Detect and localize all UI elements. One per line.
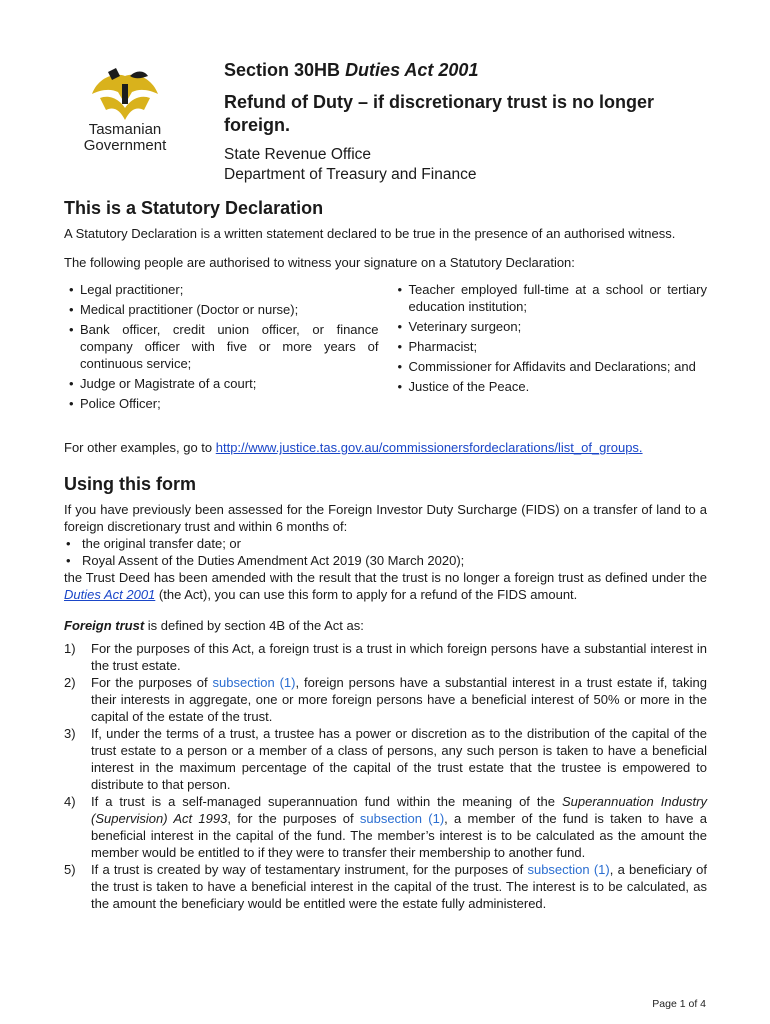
para-text: is defined by section 4B of the Act as:: [144, 618, 364, 633]
definition-text: , for the purposes of: [227, 811, 360, 826]
list-item: • Commissioner for Affidavits and Declarations; and: [393, 358, 708, 375]
act-name: Duties Act 2001: [345, 60, 479, 80]
definition-text: For the purposes of: [91, 675, 213, 690]
definition-text: , a beneficiary of the trust is taken to have a beneficial interest in the capital of the trust. The interest is to be calculated, as the amount the beneficiary would be entitled were the estate fully administered.: [91, 862, 708, 911]
section-reference: [224, 60, 684, 81]
item-number: 5): [64, 862, 76, 877]
subsection-1-link[interactable]: subsection (1): [527, 862, 610, 877]
definition-item: [64, 861, 707, 912]
using-para-2: [64, 569, 707, 603]
definition-text: If a trust is a self-managed superannuation fund within the meaning of the: [91, 794, 562, 809]
tasmanian-tiger-emblem-icon: [70, 64, 180, 124]
definition-text: If a trust is created by way of testamentary instrument, for the purposes of: [91, 862, 528, 877]
examples-line: [64, 439, 707, 456]
witness-list-left: [64, 281, 379, 415]
witness-intro: The following people are authorised to witness your signature on a Statutory Declaration:: [64, 255, 575, 270]
using-para-1: If you have previously been assessed for the Foreign Investor Duty Surcharge (FIDS) on a transfer of land to a foreign discretionary trust and within 6 months of:: [64, 502, 707, 534]
logo-line-1: Tasmanian: [88, 121, 162, 138]
item-number: 4): [64, 794, 76, 809]
justice-examples-link[interactable]: http://www.justice.tas.gov.au/commissionersfordeclarations/list_of_groups.: [215, 440, 643, 455]
definition-item: [64, 640, 707, 674]
definition-text: For the purposes of this Act, a foreign trust is a trust in which foreign persons have a substantial interest in the trust estate.: [91, 641, 707, 673]
list-item: • Royal Assent of the Duties Amendment Act 2019 (30 March 2020);: [64, 552, 707, 569]
list-item: • Police Officer;: [64, 395, 379, 412]
item-number: 2): [64, 675, 76, 690]
statdec-heading: This is a Statutory Declaration: [64, 198, 324, 218]
foreign-trust-intro: [64, 617, 707, 634]
item-number: 3): [64, 726, 76, 741]
section-number: Section 30HB: [224, 60, 341, 80]
logo-line-2: Government: [83, 137, 167, 154]
foreign-trust-definitions: [64, 640, 707, 912]
list-item: • the original transfer date; or: [64, 535, 707, 552]
org-name: State Revenue Office: [224, 146, 372, 163]
form-header: [224, 60, 684, 185]
list-item: • Justice of the Peace.: [393, 378, 708, 395]
list-item: • Pharmacist;: [393, 338, 708, 355]
act-reference: Superannuation Industry (Supervision) Act 1993: [91, 794, 707, 826]
definition-item: [64, 725, 707, 793]
subsection-1-link[interactable]: subsection (1): [212, 675, 296, 690]
foreign-trust-term: Foreign trust: [64, 618, 145, 633]
witness-list-right: [393, 281, 708, 415]
definition-text: , foreign persons have a substantial interest in a trust estate if, taking their interests in aggregate, one or more foreign persons have a beneficial interest of 50% or more in the capital of the estate of the trust.: [91, 675, 708, 724]
definition-text: If, under the terms of a trust, a trustee has a power or discretion as to the distribution of the capital of the trust estate to a person or a member of a class of persons, any such person is taken to have a beneficial interest in the maximum percentage of the capital of the trust estate that the trustee is empowered to distribute to that person.: [91, 726, 707, 792]
form-title: Refund of Duty – if discretionary trust is no longer foreign.: [224, 92, 655, 135]
date-bullets: [64, 535, 707, 569]
tasmanian-government-logo: [70, 64, 180, 160]
using-form-heading: Using this form: [64, 474, 197, 494]
witness-list: [64, 281, 707, 415]
page-number: Page 1 of 4: [652, 998, 706, 1010]
subsection-1-link[interactable]: subsection (1): [359, 811, 445, 826]
para-text: (the Act), you can use this form to apply for a refund of the FIDS amount.: [155, 587, 578, 602]
definition-text: , a member of the fund is taken to have a beneficial interest in the capital of the fund. The member’s interest is to be calculated as the amount the member would be entitled to if they were to transfer their membership to another fund.: [91, 811, 708, 860]
list-item: • Medical practitioner (Doctor or nurse);: [64, 301, 379, 318]
list-item: • Judge or Magistrate of a court;: [64, 375, 379, 392]
definition-item: [64, 793, 707, 861]
item-number: 1): [64, 641, 76, 656]
statdec-intro: A Statutory Declaration is a written statement declared to be true in the presence of an authorised witness.: [64, 226, 676, 241]
list-item: • Bank officer, credit union officer, or finance company officer with five or more years of continuous service;: [64, 321, 379, 372]
definition-item: [64, 674, 707, 725]
list-item: • Legal practitioner;: [64, 281, 379, 298]
list-item: • Teacher employed full-time at a school or tertiary education institution;: [393, 281, 708, 315]
para-text: the Trust Deed has been amended with the result that the trust is no longer a foreign trust as defined under the: [64, 570, 707, 585]
form-body: [64, 200, 707, 912]
department-name: Department of Treasury and Finance: [224, 166, 477, 183]
list-item: • Veterinary surgeon;: [393, 318, 708, 335]
duties-act-link[interactable]: Duties Act 2001: [64, 587, 156, 602]
examples-prefix: For other examples, go to: [64, 440, 216, 455]
logo-text: [70, 122, 180, 154]
